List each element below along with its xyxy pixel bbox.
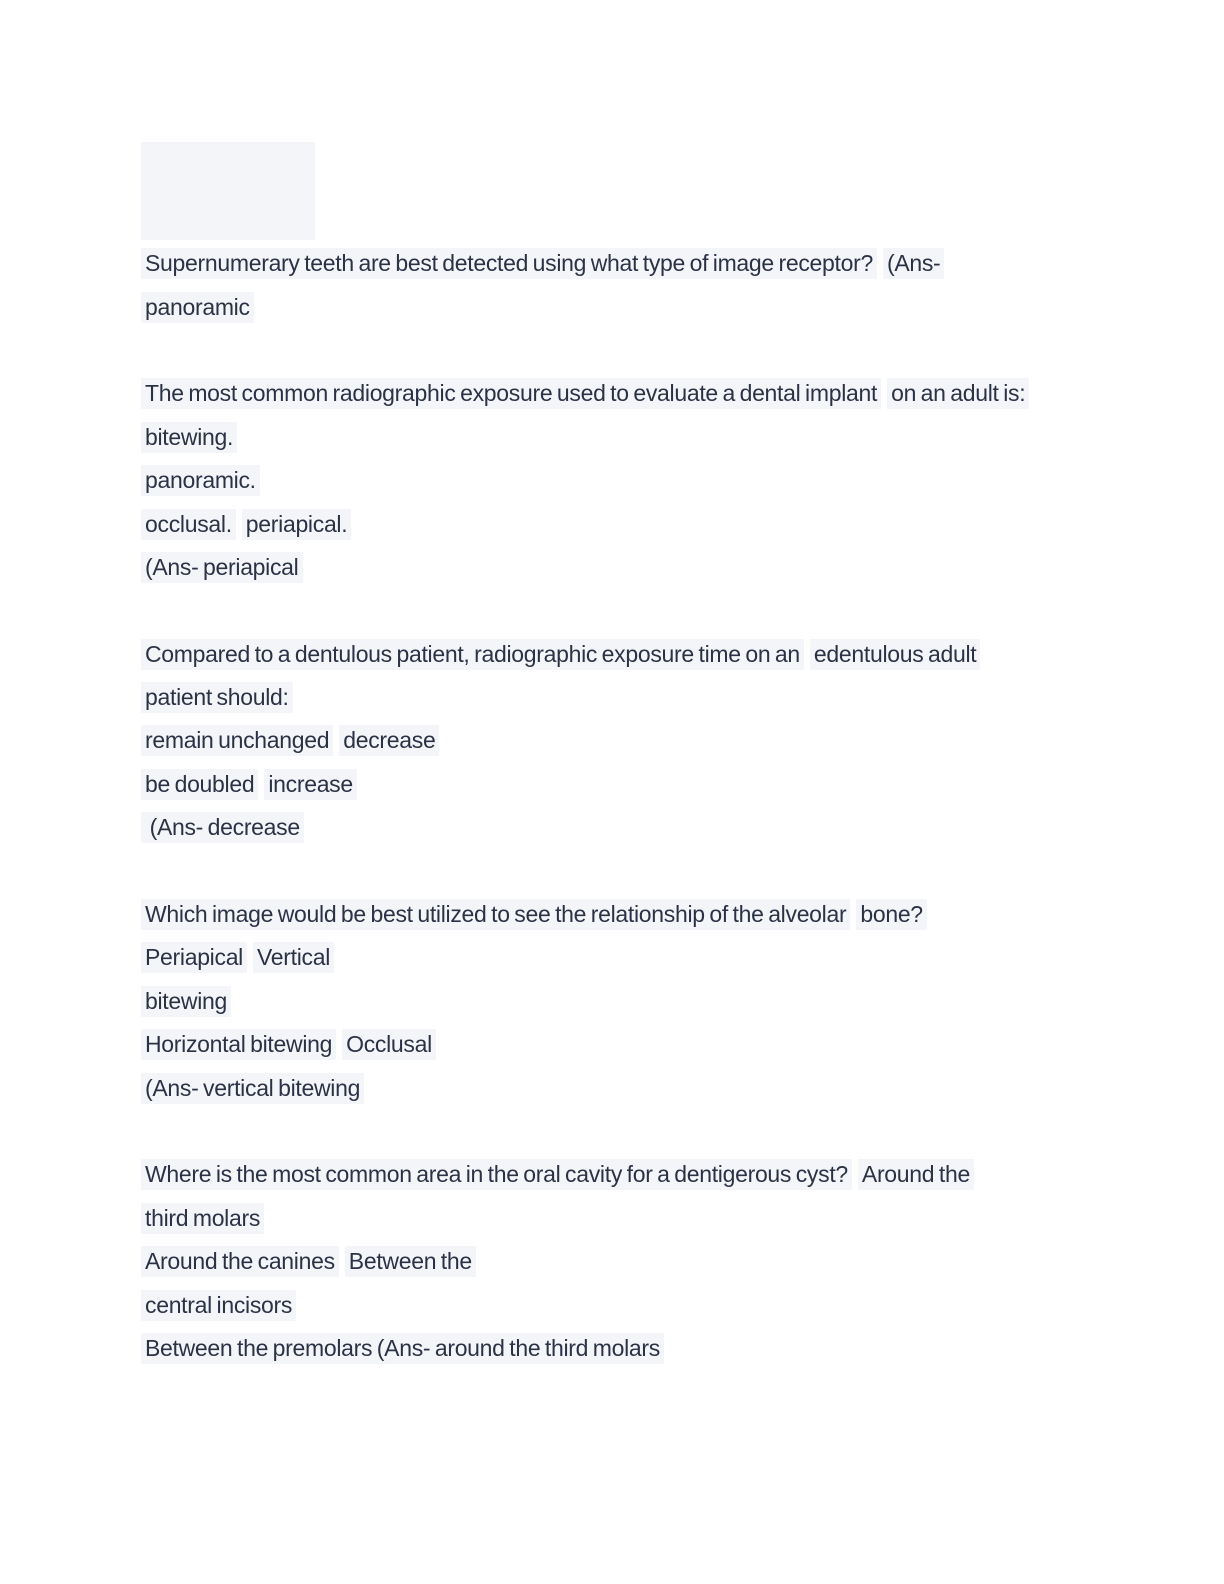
highlight-segment: edentulous adult	[810, 639, 981, 670]
text-line	[141, 719, 1121, 762]
highlight-segment: panoramic	[141, 292, 254, 323]
text-line	[141, 1327, 1121, 1370]
text-line	[141, 980, 1121, 1023]
highlight-segment: (Ans- periapical	[141, 552, 303, 583]
text-line	[141, 242, 1121, 285]
highlight-segment: bitewing.	[141, 422, 237, 453]
highlight-segment: bitewing	[141, 986, 231, 1017]
question-paragraph	[141, 893, 1121, 1110]
highlight-segment: (Ans- vertical bitewing	[141, 1073, 364, 1104]
text-line	[141, 1283, 1121, 1326]
text-line	[141, 936, 1121, 979]
highlight-segment: Between the premolars (Ans- around the third molars	[141, 1333, 664, 1364]
highlight-segment: (Ans- decrease	[141, 812, 304, 843]
highlight-segment: panoramic.	[141, 465, 260, 496]
text-line	[141, 416, 1121, 459]
highlight-segment: Occlusal	[342, 1029, 436, 1060]
text-line	[141, 763, 1121, 806]
highlight-segment: Between the	[345, 1246, 476, 1277]
highlight-segment: patient should:	[141, 682, 293, 713]
highlight-segment: Periapical	[141, 942, 247, 973]
highlight-segment: increase	[264, 769, 357, 800]
highlight-segment: on an adult is:	[887, 378, 1029, 409]
question-paragraph	[141, 1153, 1121, 1370]
text-line	[141, 1197, 1121, 1240]
highlight-segment: periapical.	[242, 509, 352, 540]
highlighted-empty-block	[141, 142, 315, 240]
text-line	[141, 806, 1121, 849]
highlight-segment: decrease	[339, 725, 439, 756]
highlight-segment: Compared to a dentulous patient, radiographic exposure time on an	[141, 639, 804, 670]
highlight-segment: central incisors	[141, 1290, 296, 1321]
questions-container	[141, 242, 1121, 1370]
highlight-segment: Which image would be best utilized to see the relationship of the alveolar	[141, 899, 850, 930]
highlight-segment: remain unchanged	[141, 725, 333, 756]
highlight-segment: (Ans-	[883, 248, 944, 279]
document-page	[141, 142, 1121, 1370]
question-paragraph	[141, 633, 1121, 850]
text-line	[141, 1153, 1121, 1196]
highlight-segment: Around the canines	[141, 1246, 339, 1277]
text-line	[141, 1240, 1121, 1283]
text-line	[141, 459, 1121, 502]
highlight-segment: Horizontal bitewing	[141, 1029, 336, 1060]
text-line	[141, 502, 1121, 545]
text-line	[141, 285, 1121, 328]
highlight-segment: Where is the most common area in the oral cavity for a dentigerous cyst?	[141, 1159, 852, 1190]
text-line	[141, 1023, 1121, 1066]
highlight-segment: be doubled	[141, 769, 258, 800]
text-line	[141, 676, 1121, 719]
highlight-segment: Around the	[858, 1159, 974, 1190]
highlight-segment: occlusal.	[141, 509, 236, 540]
text-line	[141, 372, 1121, 415]
blank-line	[141, 329, 1121, 372]
text-line	[141, 1066, 1121, 1109]
question-paragraph	[141, 242, 1121, 329]
blank-line	[141, 849, 1121, 892]
highlight-segment: third molars	[141, 1203, 264, 1234]
highlight-segment: Supernumerary teeth are best detected using what type of image receptor?	[141, 248, 877, 279]
blank-line	[141, 589, 1121, 632]
text-line	[141, 893, 1121, 936]
text-line	[141, 546, 1121, 589]
blank-line	[141, 1110, 1121, 1153]
question-paragraph	[141, 372, 1121, 589]
text-line	[141, 633, 1121, 676]
highlight-segment: Vertical	[253, 942, 334, 973]
highlight-segment: bone?	[856, 899, 926, 930]
highlight-segment: The most common radiographic exposure used to evaluate a dental implant	[141, 378, 881, 409]
